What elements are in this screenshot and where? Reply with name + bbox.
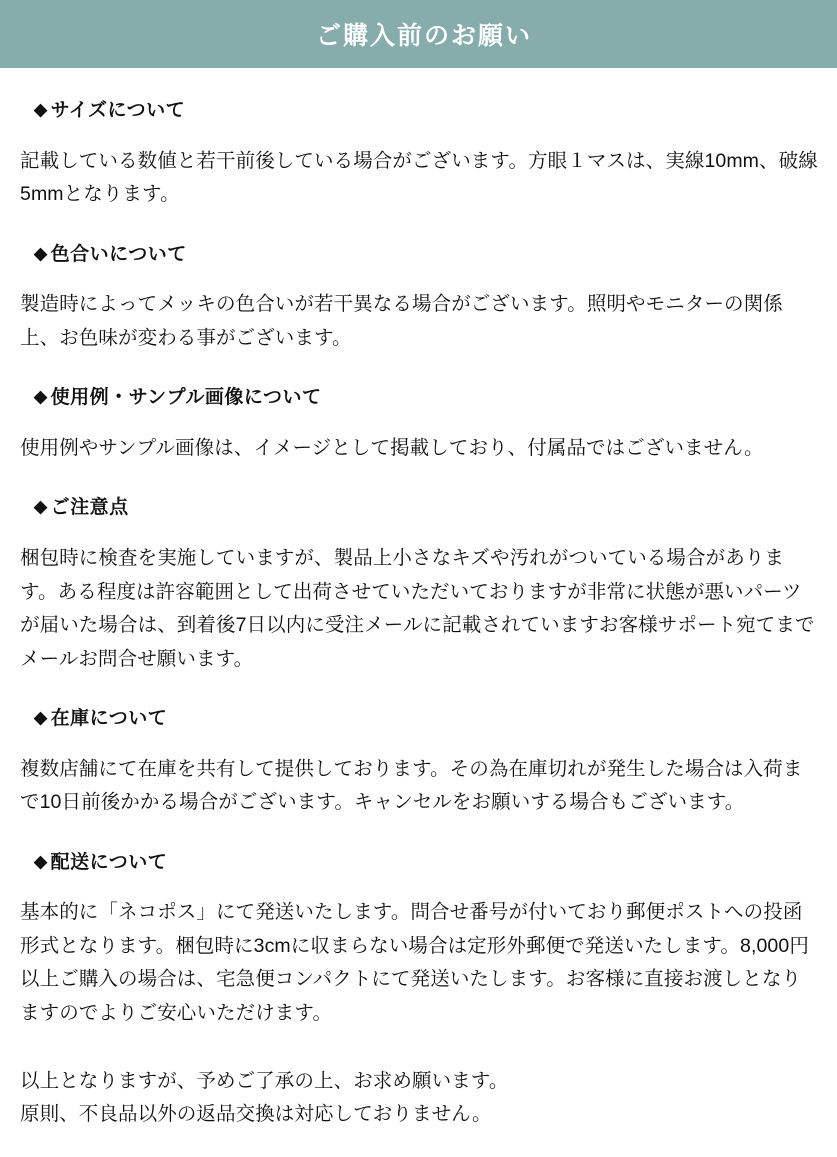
header-title-box [290,0,837,68]
section-heading-sample-images-label: 使用例・サンプル画像について [50,387,322,409]
closing-line-1: 以上となりますが、予めご了承の上、お求め願います。 [20,1069,509,1092]
section-heading-color-label: 色合いについて [50,243,187,265]
section-body-cautions: 梱包時に検査を実施していますが、製品上小さなキズや汚れがついている場合があります。ある程度は許容範囲として出荷させていただいておりますが非常に状態が悪いパーツが届いた場合は、到着後7日以内に受注メールに記載されていますお客様サポート宛てまでメールお問合せ願います。 [20,547,815,670]
diamond-bullet-icon: ◆ [34,851,48,871]
section-color [18,242,819,356]
section-stock [18,706,819,820]
section-heading-size-label: サイズについて [50,100,186,121]
closing-line-2: 原則、不良品以外の返品交換は対応しておりません。 [20,1103,492,1126]
section-heading-shipping [34,850,819,877]
closing-note [20,1065,819,1132]
section-heading-cautions [34,495,819,522]
section-heading-cautions-label: ご注意点 [50,497,129,519]
page-title: ご購入前のお願い [316,22,533,50]
section-body-color: 製造時によってメッキの色合いが若干異なる場合がございます。照明やモニターの関係上、お色味が変わる事がございます。 [20,293,783,349]
section-body-sample-images: 使用例やサンプル画像は、イメージとして掲載しており、付属品ではございません。 [20,436,764,459]
section-heading-sample-images [34,385,819,412]
header-left-strip [0,0,290,68]
section-body-size: 記載している数値と若干前後している場合がございます。方眼１マスは、実線10mm、破線5mmとなります。 [20,149,818,206]
section-body-shipping: 基本的に「ネコポス」にて発送いたします。問合せ番号が付いており郵便ポストへの投函形式となります。梱包時に3cmに収まらない場合は定形外郵便で発送いたします。8,000円以上ご購入の場合は、宅急便コンパクトにて発送いたします。お客様に直接お渡しとなりますのでよりご安心いただけます。 [20,901,809,1024]
section-heading-shipping-label: 配送について [50,851,168,873]
section-heading-stock-label: 在庫について [50,708,168,730]
section-heading-size [34,98,819,125]
diamond-bullet-icon: ◆ [34,708,48,728]
section-heading-color [34,242,819,269]
section-sample-images [18,385,819,465]
page-header [0,0,837,68]
section-cautions [18,495,819,676]
diamond-bullet-icon: ◆ [34,387,48,407]
section-shipping [18,850,819,1031]
section-heading-stock [34,706,819,733]
diamond-bullet-icon: ◆ [34,100,48,119]
section-size [18,98,819,212]
diamond-bullet-icon: ◆ [34,243,48,263]
diamond-bullet-icon: ◆ [34,497,48,517]
section-body-stock: 複数店舗にて在庫を共有して提供しております。その為在庫切れが発生した場合は入荷まで10日前後かかる場合がございます。キャンセルをお願いする場合もございます。 [20,757,803,814]
notice-content [0,98,837,1152]
